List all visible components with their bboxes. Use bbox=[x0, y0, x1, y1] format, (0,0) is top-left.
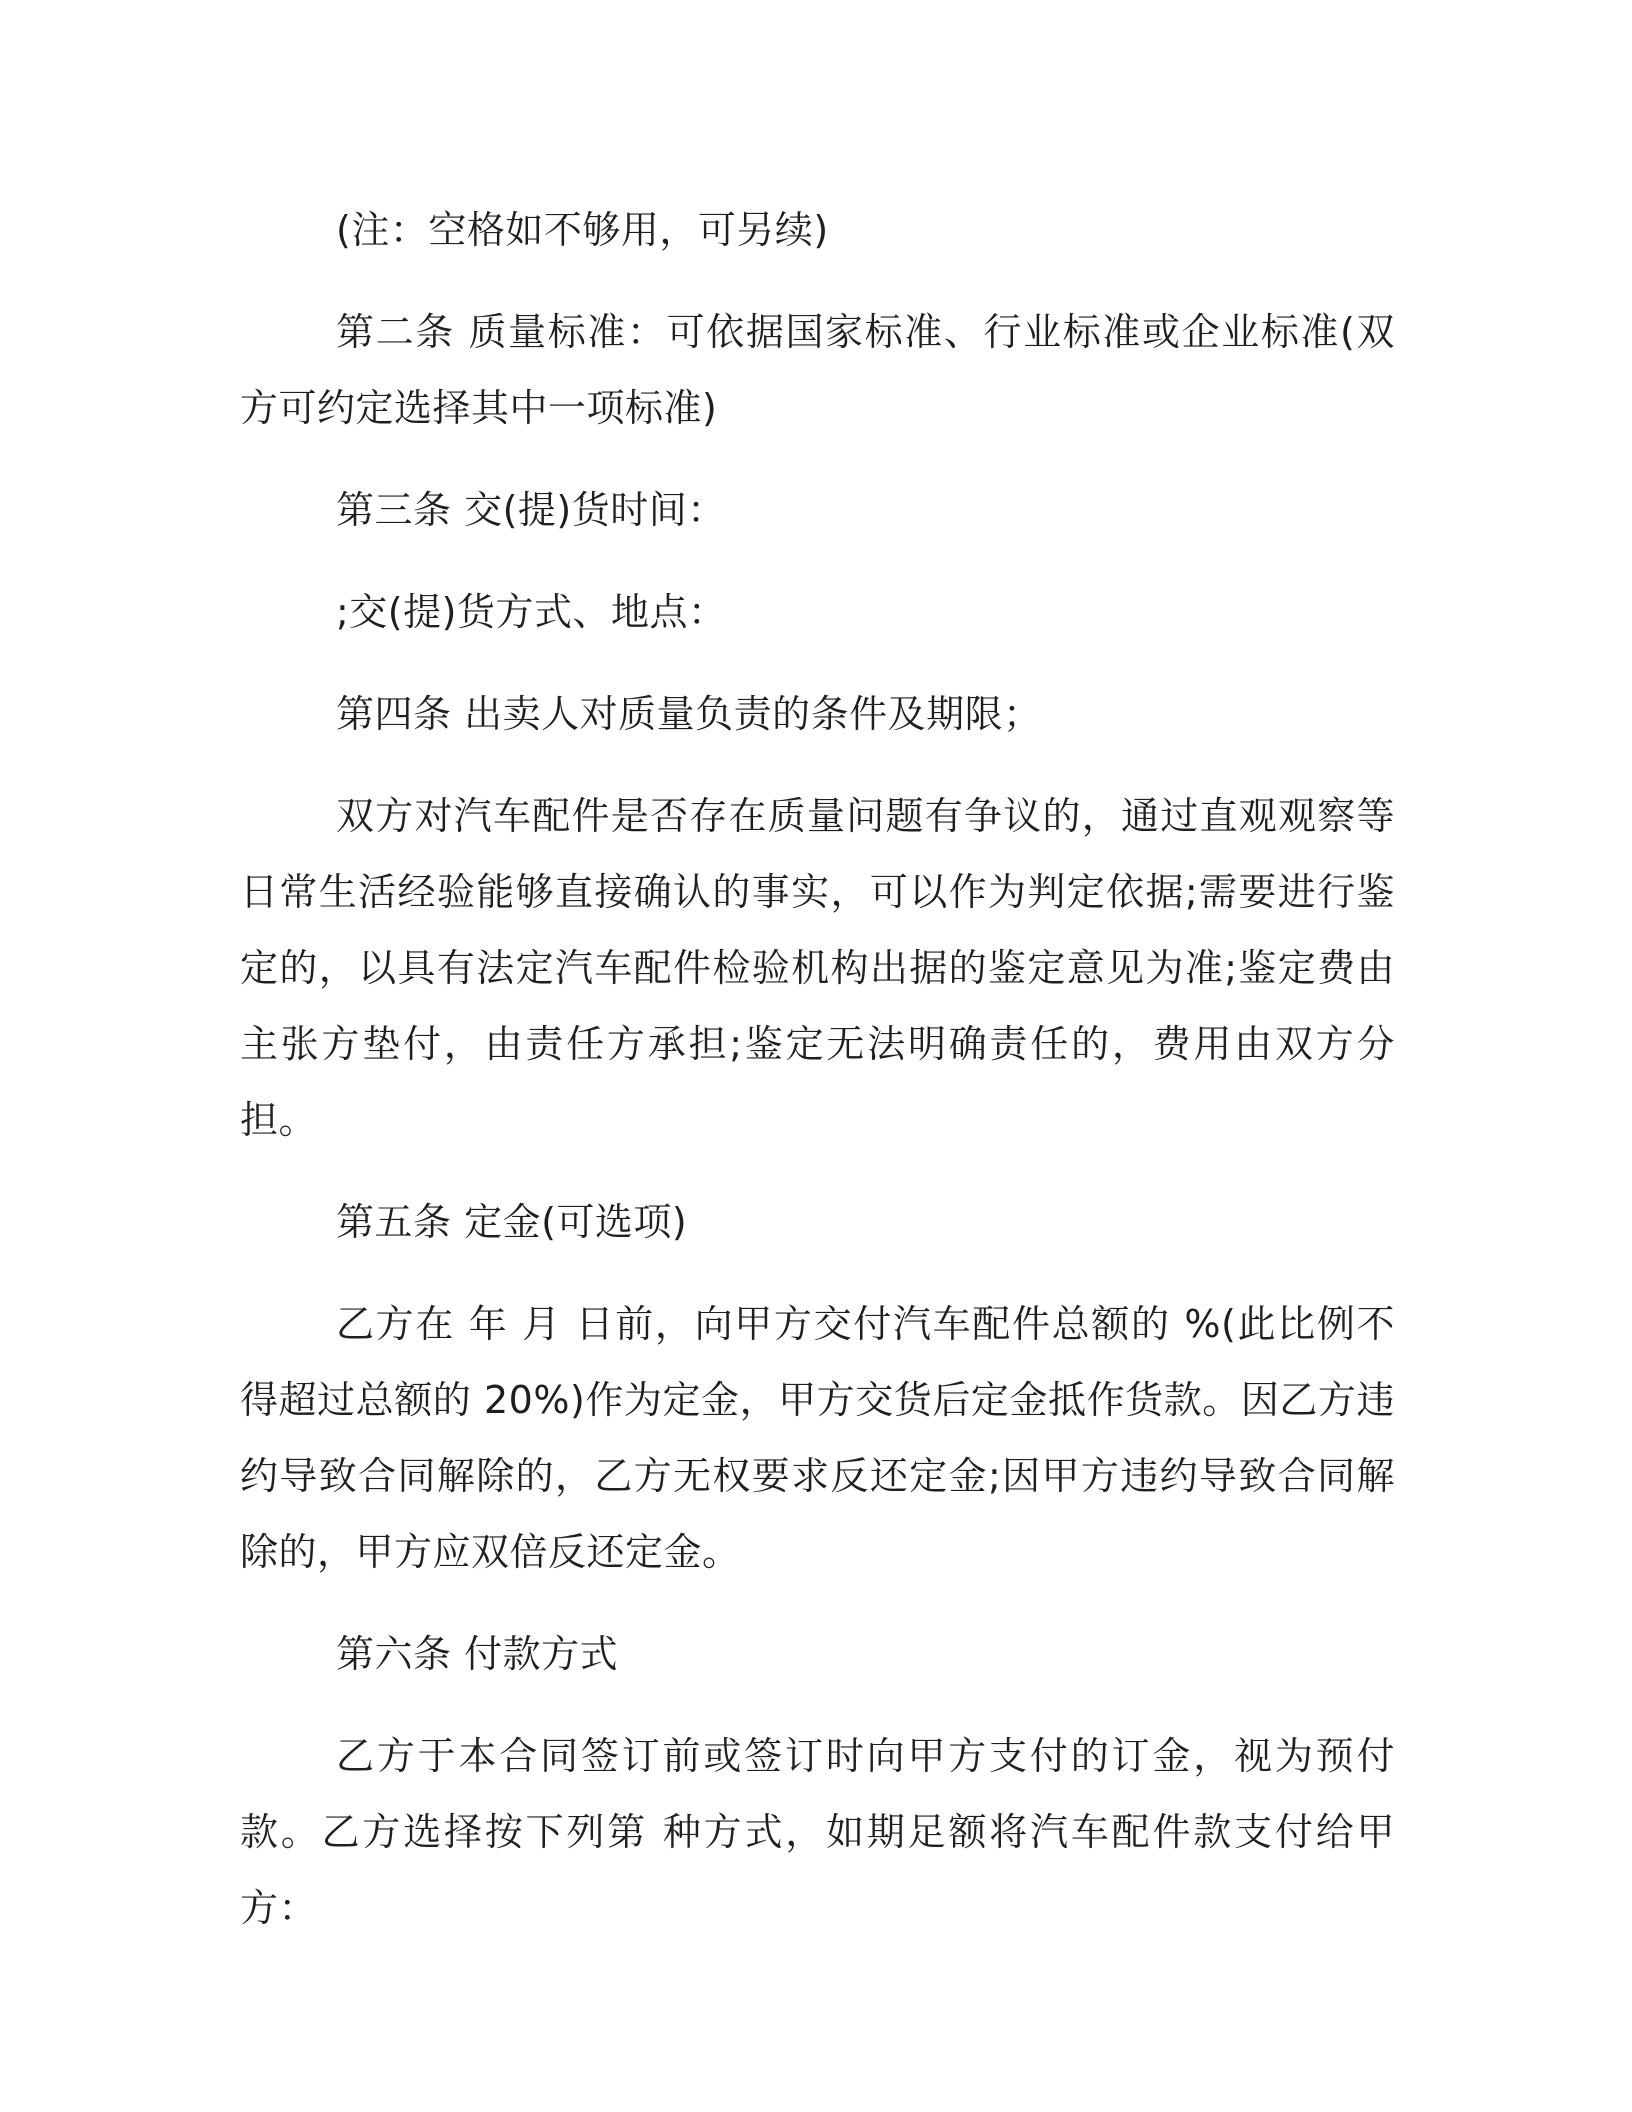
article-5-deposit: 第五条 定金(可选项) bbox=[336, 1200, 688, 1244]
article-3-delivery-time: 第三条 交(提)货时间： bbox=[336, 488, 726, 532]
delivery-method-location: ;交(提)货方式、地点： bbox=[336, 590, 727, 634]
payment-terms-paragraph: 乙方于本合同签订前或签订时向甲方支付的订金，视为预付款。乙方选择按下列第 种方式，如期足额将汽车配件款支付给甲方： bbox=[240, 1734, 1395, 1930]
document-body bbox=[240, 192, 1395, 1946]
article-4-quality-responsibility: 第四条 出卖人对质量负责的条件及期限； bbox=[336, 692, 1042, 736]
article-6-payment-method: 第六条 付款方式 bbox=[336, 1632, 619, 1676]
quality-dispute-paragraph: 双方对汽车配件是否存在质量问题有争议的，通过直观观察等日常生活经验能够直接确认的事实，可以作为判定依据;需要进行鉴定的，以具有法定汽车配件检验机构出据的鉴定意见为准;鉴定费由主张方垫付，由责任方承担;鉴定无法明确责任的，费用由双方分担。 bbox=[240, 794, 1395, 1142]
note-paragraph: (注：空格如不够用，可另续) bbox=[336, 208, 829, 252]
article-2-quality-standard: 第二条 质量标准：可依据国家标准、行业标准或企业标准(双 方可约定选择其中一项标准) bbox=[240, 310, 1395, 430]
deposit-terms-paragraph: 乙方在 年 月 日前，向甲方交付汽车配件总额的 %(此比例不得超过总额的 20%)作为定金，甲方交货后定金抵作货款。因乙方违约导致合同解除的，乙方无权要求反还定金;因甲方违约导致合同解除的，甲方应双倍反还定金。 bbox=[240, 1302, 1395, 1574]
